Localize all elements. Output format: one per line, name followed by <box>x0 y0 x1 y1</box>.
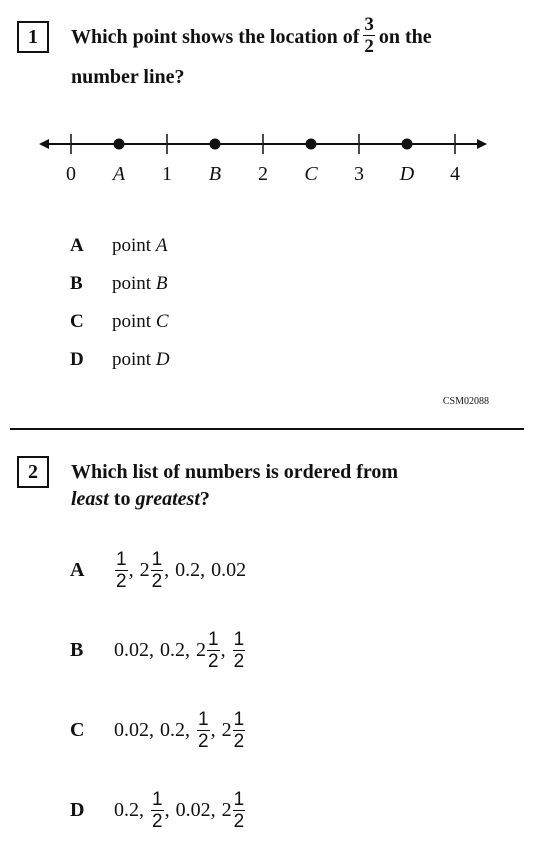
point-b-label: B <box>208 163 222 185</box>
question-1-prompt-start: Which point shows the location of <box>71 26 360 48</box>
decimal-value: 0.02 <box>114 639 149 661</box>
fraction-value <box>233 630 246 671</box>
answer-option-d[interactable] <box>70 346 170 374</box>
comma-separator: , <box>149 639 154 661</box>
fraction-denominator: 2 <box>116 571 127 592</box>
option-point-label: A <box>155 235 168 256</box>
decimal-value: 0.2 <box>160 719 185 741</box>
point-d-dot <box>402 139 413 150</box>
fraction-numerator: 1 <box>208 629 219 650</box>
question-1-fraction <box>363 15 375 56</box>
comma-separator: , <box>210 799 216 821</box>
option-letter: B <box>70 273 83 294</box>
word-least: least <box>71 488 109 510</box>
option-text: point <box>112 349 152 370</box>
fraction-denominator: 2 <box>233 811 245 832</box>
comma-separator: , <box>128 559 134 581</box>
fraction-numerator: 1 <box>152 789 163 810</box>
mixed-number-whole: 2 <box>139 559 150 581</box>
left-arrow-icon <box>39 139 49 149</box>
comma-separator: , <box>149 719 154 741</box>
option-letter: A <box>70 235 84 256</box>
fraction-denominator: 2 <box>208 651 219 672</box>
answer-option-a[interactable] <box>70 550 246 591</box>
option-letter: D <box>70 349 84 370</box>
comma-separator: , <box>164 799 170 821</box>
tick-label: 1 <box>162 163 172 185</box>
item-code: CSM02088 <box>442 396 489 407</box>
option-letter: C <box>70 719 85 741</box>
fraction-denominator: 2 <box>233 651 245 672</box>
fraction-denominator: 2 <box>364 35 374 57</box>
comma-separator: , <box>185 719 190 741</box>
mixed-number-whole: 2 <box>221 799 232 821</box>
question-2-prompt-line2 <box>71 479 210 519</box>
fraction-value <box>151 790 164 831</box>
decimal-value: 0.2 <box>114 799 139 821</box>
mixed-number-whole: 2 <box>221 719 232 741</box>
decimal-value: 0.2 <box>160 639 185 661</box>
fraction-value <box>207 630 220 671</box>
option-text: point <box>112 311 152 332</box>
fraction-numerator: 1 <box>233 629 245 650</box>
fraction-value <box>233 710 246 751</box>
fraction-value <box>115 550 128 591</box>
option-point-label: C <box>155 311 169 332</box>
fraction-numerator: 1 <box>233 789 245 810</box>
word-greatest: greatest <box>135 488 200 510</box>
comma-separator: , <box>200 559 206 581</box>
point-a-label: A <box>112 163 126 185</box>
option-letter: B <box>70 639 84 661</box>
question-1-prompt <box>71 13 432 57</box>
answer-option-b[interactable] <box>70 630 246 671</box>
comma-separator: , <box>210 719 216 741</box>
fraction-value <box>197 710 210 751</box>
option-letter: C <box>70 311 84 332</box>
answer-option-d[interactable] <box>70 790 246 831</box>
option-text: point <box>112 273 152 294</box>
option-point-label: B <box>155 273 168 294</box>
question-2-number: 2 <box>17 456 49 488</box>
comma-separator: , <box>220 639 226 661</box>
option-letter: A <box>70 559 85 581</box>
tick-label: 0 <box>66 163 76 185</box>
comma-separator: , <box>185 639 190 661</box>
fraction-numerator: 3 <box>364 13 374 35</box>
fraction-value <box>233 790 246 831</box>
comma-separator: , <box>139 799 144 821</box>
right-arrow-icon <box>477 139 487 149</box>
question-1-prompt-line2: number line? <box>71 66 185 88</box>
option-letter: D <box>70 799 85 821</box>
decimal-value: 0.02 <box>211 559 247 581</box>
point-a-dot <box>114 139 125 150</box>
fraction-value <box>151 550 164 591</box>
question-1-number: 1 <box>17 21 49 53</box>
decimal-value: 0.2 <box>175 559 201 581</box>
decimal-value: 0.02 <box>175 799 211 821</box>
tick-label: 3 <box>354 163 364 185</box>
point-c-dot <box>306 139 317 150</box>
answer-option-c[interactable] <box>70 710 246 751</box>
comma-separator: , <box>164 559 170 581</box>
tick-label: 4 <box>450 163 460 185</box>
answer-option-b[interactable] <box>70 270 167 298</box>
option-text: point <box>112 235 152 256</box>
option-point-label: D <box>155 349 170 370</box>
fraction-numerator: 1 <box>151 549 163 570</box>
question-1-prompt-end: on the <box>378 26 432 48</box>
point-c-label: C <box>304 163 318 185</box>
answer-option-c[interactable] <box>70 308 169 336</box>
fraction-numerator: 1 <box>233 709 245 730</box>
answer-option-a[interactable] <box>70 232 167 260</box>
mixed-number-whole: 2 <box>196 639 206 661</box>
fraction-numerator: 1 <box>198 709 209 730</box>
word-to: to <box>113 488 131 510</box>
fraction-numerator: 1 <box>116 549 127 570</box>
section-divider <box>10 428 524 430</box>
fraction-denominator: 2 <box>233 731 245 752</box>
fraction-denominator: 2 <box>152 811 163 832</box>
question-mark: ? <box>199 488 210 510</box>
fraction-denominator: 2 <box>198 731 209 752</box>
decimal-value: 0.02 <box>114 719 149 741</box>
question-2-prompt: Which list of numbers is ordered from <box>71 461 399 483</box>
fraction-denominator: 2 <box>151 571 163 592</box>
point-d-label: D <box>399 163 415 185</box>
point-b-dot <box>210 139 221 150</box>
tick-label: 2 <box>258 163 268 185</box>
